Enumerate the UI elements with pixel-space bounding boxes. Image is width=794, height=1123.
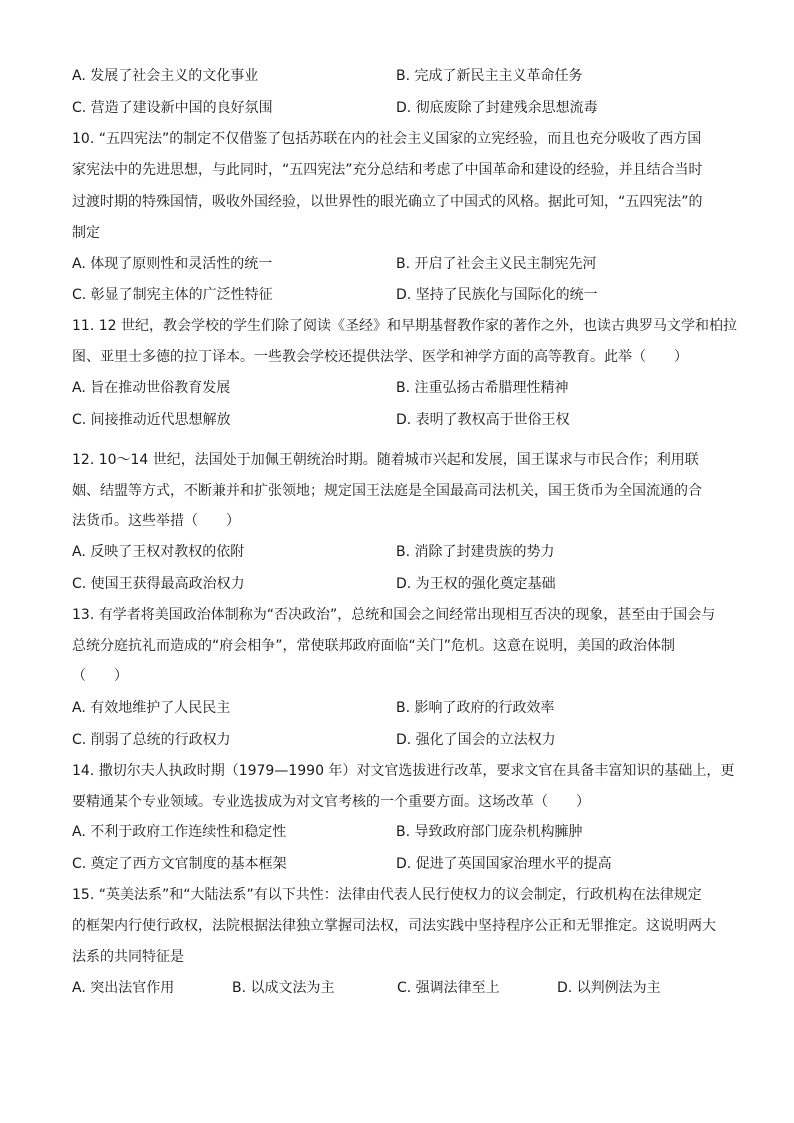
- q12-stem-line-3: 法货币。这些举措（ ）: [72, 513, 240, 529]
- q9-option-d[interactable]: D. 彻底废除了封建残余思想流毒: [396, 100, 598, 116]
- q15-stem-line-1: 15. “英美法系”和“大陆法系”有以下共性：法律由代表人民行使权力的议会制定，行政机构在法律规定: [72, 887, 702, 903]
- q13-stem-line-2: 总统分庭抗礼而造成的“府会相争”，常使联邦政府面临“关门”危机。这意在说明，美国的政治体制: [72, 638, 676, 654]
- q14-option-c[interactable]: C. 奠定了西方文官制度的基本框架: [72, 856, 287, 872]
- q10-stem-line-3: 过渡时期的特殊国情，吸收外国经验，以世界性的眼光确立了中国式的风格。据此可知，“五四宪法”的: [72, 194, 703, 210]
- q10-stem-line-2: 家宪法中的先进思想，与此同时，“五四宪法”充分总结和考虑了中国革命和建设的经验，并且结合当时: [72, 162, 703, 178]
- q13-stem-line-1: 13. 有学者将美国政治体制称为“否决政治”，总统和国会之间经常出现相互否决的现象，甚至由于国会与: [72, 607, 716, 623]
- q15-option-c[interactable]: C. 强调法律至上: [397, 980, 500, 996]
- q14-stem-line-1: 14. 撒切尔夫人执政时期（1979—1990 年）对文官选拔进行改革，要求文官在具备丰富知识的基础上，更: [72, 763, 735, 779]
- q13-stem-line-3: （ ）: [72, 668, 128, 684]
- q9-option-c[interactable]: C. 营造了建设新中国的良好氛围: [72, 100, 273, 116]
- q10-option-b[interactable]: B. 开启了社会主义民主制宪先河: [396, 256, 597, 272]
- q10-stem-line-1: 10. “五四宪法”的制定不仅借鉴了包括苏联在内的社会主义国家的立宪经验，而且也充分吸收了西方国: [72, 131, 702, 147]
- q12-option-c[interactable]: C. 使国王获得最高政治权力: [72, 576, 245, 592]
- q15-stem-line-3: 法系的共同特征是: [72, 949, 184, 965]
- q11-stem-line-2: 图、亚里士多德的拉丁译本。一些教会学校还提供法学、医学和神学方面的高等教育。此举（ ）: [72, 349, 688, 365]
- q13-option-d[interactable]: D. 强化了国会的立法权力: [396, 732, 556, 748]
- q11-option-a[interactable]: A. 旨在推动世俗教育发展: [72, 380, 231, 396]
- q10-option-c[interactable]: C. 彰显了制宪主体的广泛性特征: [72, 287, 273, 303]
- q12-option-b[interactable]: B. 消除了封建贵族的势力: [396, 544, 555, 560]
- q10-option-d[interactable]: D. 坚持了民族化与国际化的统一: [396, 287, 598, 303]
- q10-option-a[interactable]: A. 体现了原则性和灵活性的统一: [72, 256, 273, 272]
- q11-option-c[interactable]: C. 间接推动近代思想解放: [72, 412, 231, 428]
- q13-option-b[interactable]: B. 影响了政府的行政效率: [396, 700, 555, 716]
- q14-stem-line-2: 要精通某个专业领域。专业选拔成为对文官考核的一个重要方面。这场改革（ ）: [72, 794, 590, 810]
- q11-option-b[interactable]: B. 注重弘扬古希腊理性精神: [396, 380, 569, 396]
- q9-option-a[interactable]: A. 发展了社会主义的文化事业: [72, 68, 259, 84]
- q15-option-b[interactable]: B. 以成文法为主: [232, 980, 335, 996]
- q11-stem-line-1: 11. 12 世纪，教会学校的学生们除了阅读《圣经》和早期基督教作家的著作之外，也读古典罗马文学和柏拉: [72, 318, 737, 334]
- q13-option-c[interactable]: C. 削弱了总统的行政权力: [72, 732, 231, 748]
- q14-option-d[interactable]: D. 促进了英国国家治理水平的提高: [396, 856, 612, 872]
- q14-option-a[interactable]: A. 不利于政府工作连续性和稳定性: [72, 824, 287, 840]
- q14-option-b[interactable]: B. 导致政府部门庞杂机构臃肿: [396, 824, 583, 840]
- q11-option-d[interactable]: D. 表明了教权高于世俗王权: [396, 412, 570, 428]
- q15-option-a[interactable]: A. 突出法官作用: [72, 980, 175, 996]
- q12-option-a[interactable]: A. 反映了王权对教权的依附: [72, 544, 245, 560]
- q12-option-d[interactable]: D. 为王权的强化奠定基础: [396, 576, 556, 592]
- q15-option-d[interactable]: D. 以判例法为主: [557, 980, 661, 996]
- q12-stem-line-1: 12. 10～14 世纪，法国处于加佩王朝统治时期。随着城市兴起和发展，国王谋求与市民合作；利用联: [72, 452, 699, 468]
- q15-stem-line-2: 的框架内行使行政权，法院根据法律独立掌握司法权，司法实践中坚持程序公正和无罪推定。这说明两大: [72, 918, 716, 934]
- q13-option-a[interactable]: A. 有效地维护了人民民主: [72, 700, 231, 716]
- q10-stem-line-4: 制定: [72, 225, 100, 241]
- q9-option-b[interactable]: B. 完成了新民主主义革命任务: [396, 68, 583, 84]
- q12-stem-line-2: 姻、结盟等方式，不断兼并和扩张领地；规定国王法庭是全国最高司法机关，国王货币为全国流通的合: [72, 483, 702, 499]
